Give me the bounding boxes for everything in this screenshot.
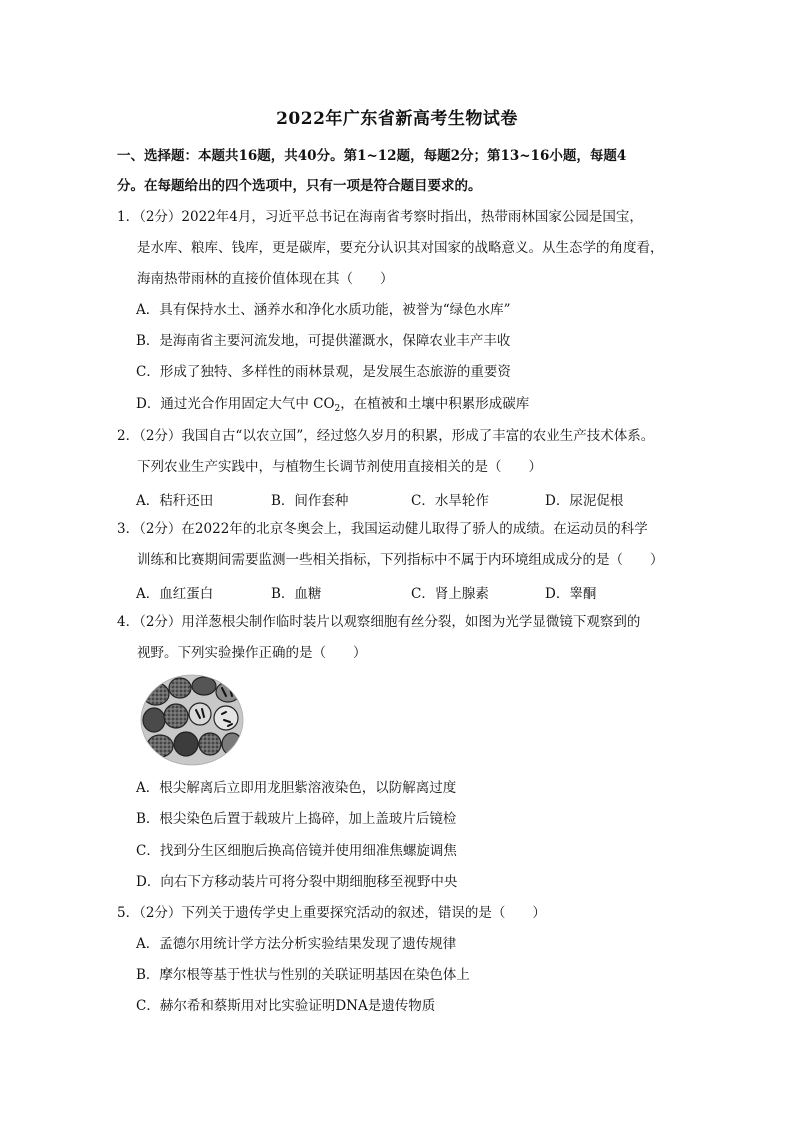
q3-option-b: B．血糖 <box>271 586 322 602</box>
q3-option-d: D．睾酮 <box>545 586 597 602</box>
q2-option-a: A．秸秆还田 <box>136 493 214 509</box>
q3-options-row <box>136 582 696 600</box>
q4-option-d: D．向右下方移动装片可将分裂中期细胞移至视野中央 <box>136 874 458 890</box>
q1-stem-line-1: 1．（2分）2022年4月，习近平总书记在海南省考察时指出，热带雨林国家公园是国宝， <box>117 209 643 225</box>
q2-option-b: B．间作套种 <box>271 493 349 509</box>
microscope-field-image <box>140 674 244 766</box>
q1-stem-line-3: 海南热带雨林的直接价值体现在其（ ） <box>137 271 394 287</box>
section-header-line-1: 一、选择题：本题共16题，共40分。第1~12题，每题2分；第13~16小题，每题4 <box>117 148 627 164</box>
q5-option-c: C．赫尔希和蔡斯用对比实验证明DNA是遗传物质 <box>136 998 436 1014</box>
q3-option-a: A．血红蛋白 <box>136 586 214 602</box>
q1-stem-line-2: 是水库、粮库、钱库，更是碳库，要充分认识其对国家的战略意义。从生态学的角度看， <box>137 240 664 256</box>
q1-option-c: C．形成了独特、多样性的雨林景观，是发展生态旅游的重要资 <box>136 364 511 380</box>
q1-option-d-post: ，在植被和土壤中积累形成碳库 <box>340 396 530 412</box>
section-header-line-2: 分。在每题给出的四个选项中，只有一项是符合题目要求的。 <box>117 178 482 194</box>
q1-option-d-subscript: 2 <box>334 404 341 414</box>
q4-option-b: B．根尖染色后置于载玻片上捣碎，加上盖玻片后镜检 <box>136 811 457 827</box>
q5-option-a: A．孟德尔用统计学方法分析实验结果发现了遗传规律 <box>136 936 457 952</box>
q3-stem-line-2: 训练和比赛期间需要监测一些相关指标，下列指标中不属于内环境组成成分的是（ ） <box>137 552 664 568</box>
q4-option-c: C．找到分生区细胞后换高倍镜并使用细准焦螺旋调焦 <box>136 843 457 859</box>
page-title: 2022年广东省新高考生物试卷 <box>276 109 518 129</box>
q2-option-c: C．水旱轮作 <box>411 493 489 509</box>
q3-stem-line-1: 3．（2分）在2022年的北京冬奥会上，我国运动健儿取得了骄人的成绩。在运动员的科学 <box>117 521 648 537</box>
q1-option-a: A．具有保持水土、涵养水和净化水质功能，被誉为“绿色水库” <box>136 302 511 318</box>
q4-option-a: A．根尖解离后立即用龙胆紫溶液染色，以防解离过度 <box>136 780 457 796</box>
q2-options-row <box>136 489 696 507</box>
q2-stem-line-2: 下列农业生产实践中，与植物生长调节剂使用直接相关的是（ ） <box>137 459 542 475</box>
q3-option-c: C．肾上腺素 <box>411 586 489 602</box>
q2-option-d: D．尿泥促根 <box>545 493 624 509</box>
q5-stem-line-1: 5．（2分）下列关于遗传学史上重要探究活动的叙述，错误的是（ ） <box>117 905 546 921</box>
q1-option-d <box>136 395 529 413</box>
q5-option-b: B．摩尔根等基于性状与性别的关联证明基因在染色体上 <box>136 967 470 983</box>
q4-stem-line-1: 4．（2分）用洋葱根尖制作临时装片以观察细胞有丝分裂，如图为光学显微镜下观察到的 <box>117 614 641 630</box>
q2-stem-line-1: 2．（2分）我国自古“以农立国”，经过悠久岁月的积累，形成了丰富的农业生产技术体系。 <box>117 428 655 444</box>
q1-option-b: B．是海南省主要河流发地，可提供灌溉水，保障农业丰产丰收 <box>136 333 511 349</box>
q4-stem-line-2: 视野。下列实验操作正确的是（ ） <box>137 645 367 661</box>
q1-option-d-pre: D．通过光合作用固定大气中 CO <box>136 396 335 412</box>
